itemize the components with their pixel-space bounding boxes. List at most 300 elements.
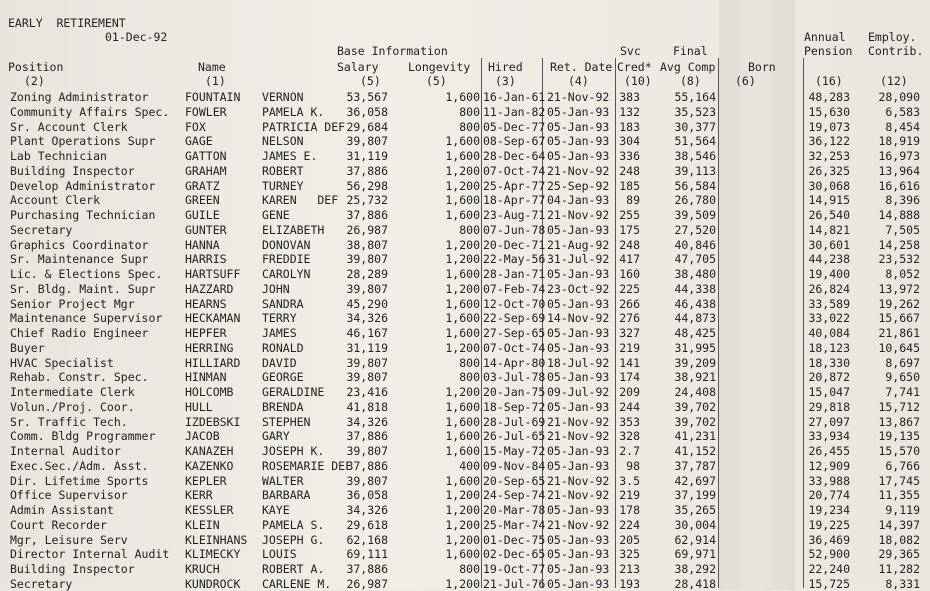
cell-hired: 09-Nov-84 [483,458,546,473]
cell-ret: 09-Jul-92 [547,385,610,399]
cell-contrib: 19,262 [878,296,920,311]
table-row [0,385,930,399]
cell-pension: 14,821 [808,222,850,237]
cell-longevity: 1,200 [445,281,480,296]
cell-contrib: 7,505 [885,222,920,237]
cell-hired: 03-Jul-78 [483,370,546,385]
cell-position: Comm. Bldg Programmer [10,429,156,444]
cell-ret: 05-Jan-93 [547,149,610,163]
cell-last: HERRING [185,340,234,355]
cell-pension: 22,240 [808,562,850,576]
cell-avg: 56,584 [674,178,716,193]
col-header-position: Position [8,60,64,74]
cell-cred: 175 [619,222,640,237]
cell-hired: 11-Jan-82 [483,104,546,119]
cell-last: KLEINHANS [185,532,248,547]
cell-first: DAVID [262,355,297,370]
cell-pension: 19,400 [808,267,850,281]
table-row [0,547,930,561]
cell-hired: 19-Oct-77 [483,562,546,576]
cell-longevity: 1,600 [445,296,480,311]
cell-avg: 44,873 [674,311,716,326]
cell-salary: 39,807 [346,281,388,296]
cell-first: SANDRA [262,296,304,311]
cell-salary: 34,326 [346,414,388,429]
cell-cred: 266 [619,296,640,311]
cell-position: Lab Technician [10,149,107,163]
cell-position: Maintenance Supervisor [10,311,163,326]
cell-last: KUNDROCK [185,576,241,591]
cell-contrib: 9,119 [885,503,920,517]
cell-hired: 05-Dec-77 [483,119,546,134]
cell-contrib: 8,331 [885,576,920,591]
cell-salary: 39,807 [346,252,388,267]
cell-pension: 20,872 [808,370,850,385]
header-svc: Svc [620,44,641,58]
cell-salary: 39,807 [346,370,388,385]
cell-longevity: 1,600 [445,90,480,104]
cell-last: HILLIARD [185,355,241,370]
cell-salary: 37,886 [346,163,388,178]
cell-hired: 15-May-72 [483,444,546,458]
cell-position: Sr. Bldg. Maint. Supr [10,281,156,296]
cell-avg: 41,231 [674,429,716,444]
cell-pension: 15,630 [808,104,850,119]
cell-avg: 44,338 [674,281,716,296]
cell-longevity: 1,600 [445,444,480,458]
cell-avg: 62,914 [674,532,716,547]
cell-pension: 15,725 [808,576,850,591]
cell-longevity: 1,200 [445,488,480,503]
cell-avg: 30,377 [674,119,716,134]
cell-cred: 336 [619,149,640,163]
cell-first: CAROLYN [262,267,311,281]
cell-pension: 26,325 [808,163,850,178]
cell-hired: 07-Oct-74 [483,163,546,178]
cell-hired: 07-Jun-78 [483,222,546,237]
cell-avg: 38,292 [674,562,716,576]
cell-salary: 29,684 [346,119,388,134]
cell-pension: 36,122 [808,134,850,149]
cell-longevity: 1,600 [445,429,480,444]
cell-salary: 46,167 [346,326,388,340]
cell-longevity: 1,200 [445,340,480,355]
cell-hired: 20-Dec-71 [483,237,546,252]
cell-last: KANAZEH [185,444,234,458]
cell-salary: 39,807 [346,134,388,149]
cell-pension: 19,225 [808,517,850,532]
cell-ret: 21-Nov-92 [547,488,610,503]
cell-contrib: 16,973 [878,149,920,163]
table-row [0,356,930,370]
code-salary: (5) [360,74,381,88]
cell-cred: 185 [619,178,640,193]
cell-first: PATRICIA DEF [262,119,346,134]
cell-last: GRAHAM [185,163,227,178]
cell-position: Rehab. Constr. Spec. [10,370,149,385]
cell-position: Admin Assistant [10,503,114,517]
cell-pension: 30,068 [808,178,850,193]
cell-hired: 28-Jul-69 [483,414,546,429]
cell-contrib: 18,919 [878,134,920,149]
cell-ret: 25-Sep-92 [547,178,610,193]
cell-first: GARY [262,429,290,444]
cell-first: GEORGE [262,370,304,385]
report-title: EARLY RETIREMENT [8,16,126,30]
cell-salary: 31,119 [346,340,388,355]
cell-last: HARTSUFF [185,267,241,281]
cell-avg: 41,152 [674,444,716,458]
cell-salary: 62,168 [346,532,388,547]
cell-cred: 325 [619,547,640,562]
col-header-ret-date: Ret. Date [550,60,613,74]
cell-hired: 20-Sep-65 [483,473,546,488]
cell-avg: 27,520 [674,222,716,237]
cell-last: FOX [185,119,206,134]
cell-avg: 55,164 [674,90,716,104]
cell-contrib: 15,570 [878,444,920,458]
report-date: 01-Dec-92 [105,30,168,44]
code-longevity: (5) [426,74,447,88]
cell-cred: 178 [619,503,640,517]
cell-hired: 18-Apr-77 [483,193,546,208]
table-row [0,208,930,222]
cell-contrib: 11,282 [878,562,920,576]
cell-contrib: 15,712 [878,399,920,414]
cell-last: GREEN [185,193,220,208]
cell-contrib: 14,888 [878,208,920,222]
cell-longevity: 1,200 [445,163,480,178]
cell-ret: 21-Nov-92 [547,163,610,178]
cell-cred: 417 [619,252,640,267]
cell-salary: 34,326 [346,311,388,326]
cell-hired: 02-Dec-65 [483,547,546,562]
cell-cred: 209 [619,385,640,399]
cell-avg: 42,697 [674,473,716,488]
cell-contrib: 21,861 [878,326,920,340]
cell-last: KLEIN [185,517,220,532]
cell-ret: 21-Nov-92 [547,90,610,104]
cell-avg: 37,199 [674,488,716,503]
cell-first: WALTER [262,473,304,488]
cell-position: Zoning Administrator [10,90,149,104]
cell-ret: 21-Nov-92 [547,473,610,488]
cell-pension: 18,123 [808,340,850,355]
cell-pension: 33,589 [808,296,850,311]
cell-ret: 21-Aug-92 [547,237,610,252]
cell-avg: 46,438 [674,296,716,311]
cell-cred: 383 [619,90,640,104]
col-header-cred: Cred* [617,60,652,74]
cell-salary: 39,807 [346,444,388,458]
cell-cred: 132 [619,104,640,119]
cell-longevity: 1,600 [445,326,480,340]
cell-salary: 41,818 [346,399,388,414]
col-header-salary: Salary [337,60,379,74]
cell-ret: 21-Nov-92 [547,414,610,429]
cell-longevity: 800 [459,222,480,237]
cell-salary: 37,886 [346,458,388,473]
col-header-pension: Pension [804,44,853,58]
cell-contrib: 29,365 [878,547,920,562]
cell-avg: 39,702 [674,414,716,429]
cell-longevity: 800 [459,370,480,385]
cell-contrib: 9,650 [885,370,920,385]
cell-pension: 18,330 [808,355,850,370]
cell-last: HANNA [185,237,220,252]
cell-salary: 25,732 [346,193,388,208]
cell-first: ELIZABETH [262,222,325,237]
header-employ: Employ. [868,30,917,44]
cell-hired: 21-Jul-76 [483,576,546,591]
cell-contrib: 14,258 [878,237,920,252]
cell-avg: 31,995 [674,340,716,355]
cell-last: KRUCH [185,562,220,576]
cell-longevity: 1,600 [445,267,480,281]
cell-avg: 69,971 [674,547,716,562]
cell-hired: 25-Mar-74 [483,517,546,532]
cell-pension: 32,253 [808,149,850,163]
cell-contrib: 18,082 [878,532,920,547]
table-row [0,444,930,458]
cell-hired: 12-Oct-70 [483,296,546,311]
cell-salary: 45,290 [346,296,388,311]
cell-last: KEPLER [185,473,227,488]
cell-hired: 16-Jan-61 [483,90,546,104]
table-row [0,503,930,517]
cell-pension: 20,774 [808,488,850,503]
cell-contrib: 14,397 [878,517,920,532]
cell-ret: 05-Jan-93 [547,340,610,355]
cell-first: JOHN [262,281,290,296]
cell-first: JOSEPH G. [262,532,325,547]
table-row [0,134,930,148]
cell-avg: 40,846 [674,237,716,252]
cell-avg: 30,004 [674,517,716,532]
cell-first: PAMELA S. [262,517,325,532]
cell-last: HINMAN [185,370,227,385]
cell-salary: 26,987 [346,222,388,237]
cell-last: HARRIS [185,252,227,267]
cell-salary: 36,058 [346,488,388,503]
cell-contrib: 13,867 [878,414,920,429]
cell-position: Buyer [10,340,45,355]
cell-ret: 23-Oct-92 [547,281,610,296]
cell-cred: 160 [619,267,640,281]
table-row [0,193,930,207]
cell-salary: 53,567 [346,90,388,104]
cell-cred: 328 [619,429,640,444]
code-ret-date: (4) [568,74,589,88]
cell-position: Sr. Maintenance Supr [10,252,149,267]
cell-cred: 219 [619,488,640,503]
cell-last: HEARNS [185,296,227,311]
table-row [0,238,930,252]
cell-salary: 37,886 [346,562,388,576]
cell-contrib: 19,135 [878,429,920,444]
cell-avg: 26,780 [674,193,716,208]
cell-pension: 30,601 [808,237,850,252]
cell-contrib: 6,766 [885,458,920,473]
cell-avg: 48,425 [674,326,716,340]
cell-cred: 219 [619,340,640,355]
cell-ret: 04-Jan-93 [547,193,610,208]
cell-salary: 29,618 [346,517,388,532]
cell-longevity: 1,600 [445,193,480,208]
cell-ret: 05-Jan-93 [547,444,610,458]
cell-first: ROBERT [262,163,304,178]
cell-contrib: 17,745 [878,473,920,488]
cell-last: HULL [185,399,213,414]
cell-first: JAMES [262,326,297,340]
cell-avg: 47,705 [674,252,716,267]
cell-pension: 36,469 [808,532,850,547]
cell-cred: 89 [626,193,640,208]
cell-first: STEPHEN [262,414,311,429]
cell-contrib: 15,667 [878,311,920,326]
cell-contrib: 6,583 [885,104,920,119]
cell-longevity: 1,200 [445,237,480,252]
cell-pension: 26,540 [808,208,850,222]
cell-cred: 2.7 [619,444,640,458]
cell-hired: 23-Aug-71 [483,208,546,222]
code-pension: (16) [815,74,843,88]
cell-cred: 174 [619,370,640,385]
cell-position: Building Inspector [10,163,135,178]
cell-last: GUNTER [185,222,227,237]
table-row [0,149,930,163]
cell-position: Internal Auditor [10,444,121,458]
code-born: (6) [735,74,756,88]
col-header-hired: Hired [488,60,523,74]
cell-cred: 225 [619,281,640,296]
cell-ret: 05-Jan-93 [547,119,610,134]
table-row [0,90,930,104]
cell-cred: 304 [619,134,640,149]
cell-ret: 05-Jan-93 [547,326,610,340]
cell-ret: 05-Jan-93 [547,547,610,562]
cell-pension: 26,455 [808,444,850,458]
cell-position: Purchasing Technician [10,208,156,222]
cell-avg: 35,265 [674,503,716,517]
cell-hired: 27-Sep-65 [483,326,546,340]
cell-first: TURNEY [262,178,304,193]
cell-salary: 23,416 [346,385,388,399]
cell-longevity: 1,600 [445,149,480,163]
cell-salary: 69,111 [346,547,388,562]
cell-pension: 33,934 [808,429,850,444]
cell-hired: 22-May-56 [483,252,546,267]
cell-hired: 18-Sep-72 [483,399,546,414]
col-header-longevity: Longevity [408,60,471,74]
cell-cred: 3.5 [619,473,640,488]
cell-pension: 44,238 [808,252,850,267]
cell-first: VERNON [262,90,304,104]
cell-position: Senior Project Mgr [10,296,135,311]
cell-avg: 38,480 [674,267,716,281]
cell-contrib: 16,616 [878,178,920,193]
cell-salary: 26,987 [346,576,388,591]
table-row [0,459,930,473]
cell-avg: 35,523 [674,104,716,119]
table-row [0,267,930,281]
cell-longevity: 1,200 [445,178,480,193]
cell-salary: 31,119 [346,149,388,163]
cell-ret: 05-Jan-93 [547,399,610,414]
table-row [0,252,930,266]
cell-longevity: 800 [459,119,480,134]
table-row [0,370,930,384]
cell-longevity: 1,600 [445,473,480,488]
cell-last: FOUNTAIN [185,90,241,104]
cell-longevity: 1,600 [445,547,480,562]
cell-cred: 224 [619,517,640,532]
cell-cred: 276 [619,311,640,326]
cell-cred: 98 [626,458,640,473]
cell-contrib: 8,396 [885,193,920,208]
cell-pension: 15,047 [808,385,850,399]
cell-contrib: 13,964 [878,163,920,178]
cell-contrib: 8,697 [885,355,920,370]
cell-cred: 248 [619,163,640,178]
cell-salary: 39,807 [346,355,388,370]
cell-hired: 08-Sep-67 [483,134,546,149]
cell-hired: 14-Apr-80 [483,355,546,370]
cell-first: DONOVAN [262,237,311,252]
cell-contrib: 7,741 [885,385,920,399]
table-row [0,164,930,178]
code-cred: (10) [624,74,652,88]
code-avg-comp: (8) [680,74,701,88]
cell-longevity: 1,600 [445,134,480,149]
cell-hired: 26-Jul-65 [483,429,546,444]
cell-last: KAZENKO [185,458,234,473]
header-annual: Annual [804,30,846,44]
cell-first: FREDDIE [262,252,311,267]
cell-last: HAZZARD [185,281,234,296]
cell-pension: 26,824 [808,281,850,296]
cell-contrib: 8,052 [885,267,920,281]
cell-first: KAREN DEF [262,193,339,208]
cell-last: GRATZ [185,178,220,193]
cell-first: PAMELA K. [262,104,325,119]
cell-pension: 19,073 [808,119,850,134]
cell-ret: 21-Nov-92 [547,517,610,532]
cell-position: Secretary [10,576,73,591]
cell-position: Community Affairs Spec. [10,104,170,119]
cell-longevity: 400 [459,458,480,473]
table-row [0,105,930,119]
cell-longevity: 1,200 [445,517,480,532]
col-header-avg-comp: Avg Comp [660,60,716,74]
cell-last: KERR [185,488,213,503]
cell-last: GAGE [185,134,213,149]
cell-first: LOUIS [262,547,297,562]
cell-last: JACOB [185,429,220,444]
cell-avg: 39,209 [674,355,716,370]
cell-salary: 36,058 [346,104,388,119]
col-header-name: Name [198,60,226,74]
cell-salary: 34,326 [346,503,388,517]
table-row [0,415,930,429]
cell-salary: 37,886 [346,208,388,222]
cell-avg: 51,564 [674,134,716,149]
table-row [0,474,930,488]
cell-first: RONALD [262,340,304,355]
cell-avg: 28,418 [674,576,716,591]
cell-salary: 38,807 [346,237,388,252]
code-hired: (3) [495,74,516,88]
